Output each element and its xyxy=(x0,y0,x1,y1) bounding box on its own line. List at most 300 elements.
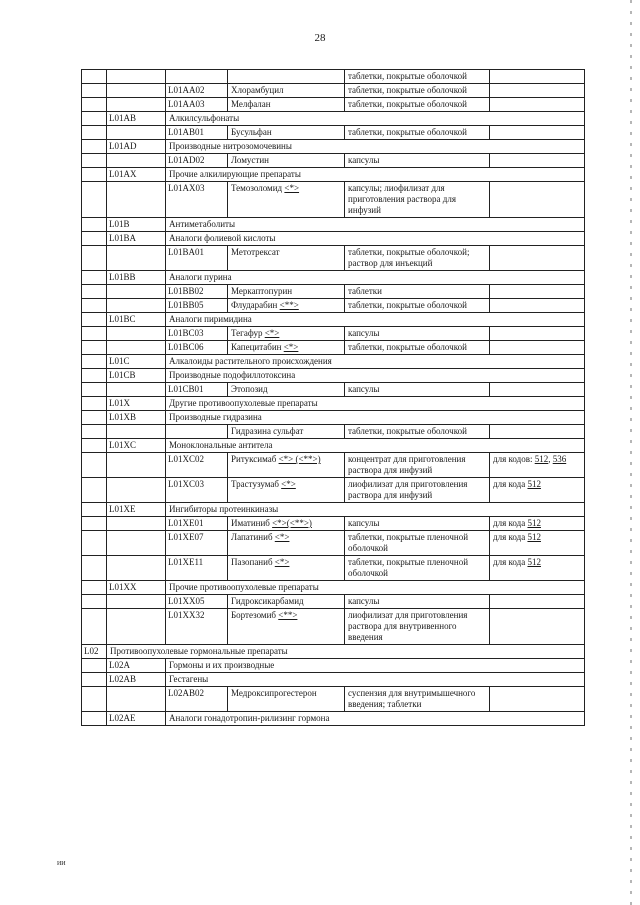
atc-code-cell xyxy=(166,687,228,712)
empty-cell xyxy=(107,246,166,271)
atc-code-cell xyxy=(166,517,228,531)
empty-cell xyxy=(82,712,107,726)
footnote-mark: <*>(<**>) xyxy=(272,518,312,528)
table-row xyxy=(82,98,585,112)
dosage-form-cell xyxy=(345,341,490,355)
atc-code-cell xyxy=(166,531,228,556)
table-row xyxy=(82,154,585,168)
atc-group-name-cell xyxy=(166,503,585,517)
empty-cell xyxy=(107,609,166,645)
footnote-mark: <*> xyxy=(264,328,280,338)
atc-code: L01AB01 xyxy=(168,127,204,137)
dosage-form: суспензия для внутримышечного введения; таблетки xyxy=(348,688,476,709)
note-cell xyxy=(490,154,585,168)
dosage-form-cell xyxy=(345,595,490,609)
atc-code-cell xyxy=(107,659,166,673)
atc-code: L01BA01 xyxy=(168,247,204,257)
atc-group-name-cell xyxy=(107,645,585,659)
drug-name: Медроксипрогестерон xyxy=(231,688,317,698)
dosage-form-cell xyxy=(345,531,490,556)
note-text: для кода xyxy=(493,557,528,567)
drug-name-cell xyxy=(228,285,345,299)
dosage-form-cell xyxy=(345,327,490,341)
code-link: 512 xyxy=(527,532,541,542)
footnote-mark: <*> xyxy=(281,479,296,489)
note-cell xyxy=(490,425,585,439)
atc-code: L01AD02 xyxy=(168,155,205,165)
atc-code: L02 xyxy=(84,646,99,656)
dosage-form-cell xyxy=(345,126,490,140)
atc-code-cell xyxy=(107,271,166,285)
table-row xyxy=(82,425,585,439)
dosage-form: лиофилизат для приготовления раствора для внутривенного введения xyxy=(348,610,468,642)
table-row xyxy=(82,609,585,645)
dosage-form: таблетки, покрытые оболочкой xyxy=(348,342,467,352)
drug-name: Мелфалан xyxy=(231,99,271,109)
note-cell xyxy=(490,478,585,503)
empty-cell xyxy=(107,84,166,98)
empty-cell xyxy=(82,313,107,327)
note-cell xyxy=(490,595,585,609)
atc-code: L01B xyxy=(109,219,130,229)
atc-group-name: Гестагены xyxy=(169,674,209,684)
atc-code-cell xyxy=(166,182,228,218)
note-cell xyxy=(490,246,585,271)
empty-cell xyxy=(107,517,166,531)
table-row xyxy=(82,313,585,327)
table-row xyxy=(82,517,585,531)
table-row xyxy=(82,556,585,581)
dosage-form: концентрат для приготовления раствора для инфузий xyxy=(348,454,466,475)
note-cell xyxy=(490,609,585,645)
dosage-form: таблетки, покрытые оболочкой xyxy=(348,300,467,310)
table-row xyxy=(82,246,585,271)
atc-code-cell xyxy=(107,218,166,232)
note-cell xyxy=(490,84,585,98)
atc-code: L01XX xyxy=(109,582,137,592)
drug-name: Темозоломид xyxy=(231,183,283,193)
dosage-form: таблетки, покрытые оболочкой xyxy=(348,426,467,436)
atc-group-name: Аналоги пурина xyxy=(169,272,232,282)
atc-code: L01AX03 xyxy=(168,183,205,193)
drug-name: Флударабин xyxy=(231,300,278,310)
dosage-form: капсулы xyxy=(348,155,380,165)
atc-code-cell xyxy=(107,355,166,369)
drug-name: Капецитабин xyxy=(231,342,282,352)
atc-group-name-cell xyxy=(166,168,585,182)
drug-name-cell xyxy=(228,425,345,439)
page-number: 28 xyxy=(314,32,326,44)
empty-cell xyxy=(107,126,166,140)
table-row xyxy=(82,355,585,369)
atc-code: L01BC03 xyxy=(168,328,204,338)
empty-cell xyxy=(107,478,166,503)
table-row xyxy=(82,383,585,397)
table-row xyxy=(82,369,585,383)
empty-cell xyxy=(82,595,107,609)
table-row xyxy=(82,232,585,246)
drug-table-body xyxy=(82,70,585,726)
empty-cell xyxy=(82,70,107,84)
note-cell xyxy=(490,517,585,531)
atc-group-name: Другие противоопухолевые препараты xyxy=(169,398,318,408)
table-row xyxy=(82,478,585,503)
drug-name: Ломустин xyxy=(231,155,269,165)
drug-name: Этопозид xyxy=(231,384,268,394)
dosage-form-cell xyxy=(345,383,490,397)
atc-code-cell xyxy=(166,327,228,341)
drug-name-cell xyxy=(228,478,345,503)
empty-cell xyxy=(107,154,166,168)
note-text: для кода xyxy=(493,479,528,489)
atc-code-cell xyxy=(166,556,228,581)
drug-name-cell xyxy=(228,383,345,397)
empty-cell xyxy=(82,453,107,478)
dosage-form-cell xyxy=(345,517,490,531)
empty-cell xyxy=(82,154,107,168)
footnote-mark: <*> (<**>) xyxy=(278,454,321,464)
drug-name-cell xyxy=(228,154,345,168)
atc-group-name: Алкалоиды растительного происхождения xyxy=(169,356,332,366)
table-row xyxy=(82,168,585,182)
atc-code-cell xyxy=(107,411,166,425)
table-row xyxy=(82,327,585,341)
atc-code: L01XE xyxy=(109,504,136,514)
dosage-form-cell xyxy=(345,98,490,112)
dosage-form-cell xyxy=(345,556,490,581)
atc-code-cell xyxy=(107,313,166,327)
empty-cell xyxy=(82,503,107,517)
table-row xyxy=(82,70,585,84)
code-link: 512 xyxy=(527,557,541,567)
atc-code: L01XC03 xyxy=(168,479,204,489)
atc-code-cell xyxy=(166,453,228,478)
empty-cell xyxy=(82,478,107,503)
dosage-form: таблетки, покрытые оболочкой xyxy=(348,99,467,109)
empty-cell xyxy=(82,411,107,425)
empty-cell xyxy=(82,299,107,313)
table-row xyxy=(82,712,585,726)
note-cell xyxy=(490,341,585,355)
table-row xyxy=(82,453,585,478)
atc-group-name: Ингибиторы протеинкиназы xyxy=(169,504,279,514)
drug-name-cell xyxy=(228,609,345,645)
atc-code-cell xyxy=(82,645,107,659)
atc-code-cell xyxy=(107,112,166,126)
atc-code: L01AX xyxy=(109,169,137,179)
dosage-form: лиофилизат для приготовления раствора для инфузий xyxy=(348,479,468,500)
empty-cell xyxy=(82,687,107,712)
drug-name-cell xyxy=(228,517,345,531)
note-cell xyxy=(490,383,585,397)
empty-cell xyxy=(82,112,107,126)
atc-code: L01XE11 xyxy=(168,557,204,567)
drug-name-cell xyxy=(228,182,345,218)
code-link: 536 xyxy=(552,454,567,464)
drug-name-cell xyxy=(228,299,345,313)
empty-cell xyxy=(82,232,107,246)
atc-code: L02AB xyxy=(109,674,136,684)
dosage-form-cell xyxy=(345,425,490,439)
drug-name-cell xyxy=(228,687,345,712)
atc-code-cell xyxy=(107,232,166,246)
dosage-form: таблетки, покрытые пленочной оболочкой xyxy=(348,532,469,553)
atc-code-cell xyxy=(166,285,228,299)
note-cell xyxy=(490,182,585,218)
empty-cell xyxy=(82,246,107,271)
atc-group-name: Производные нитрозомочевины xyxy=(169,141,292,151)
empty-cell xyxy=(82,271,107,285)
drug-name-cell xyxy=(228,341,345,355)
atc-code-cell xyxy=(107,712,166,726)
empty-cell xyxy=(82,609,107,645)
code-link: 512 xyxy=(527,479,541,489)
drug-name-cell xyxy=(228,556,345,581)
table-row xyxy=(82,341,585,355)
atc-group-name-cell xyxy=(166,659,585,673)
footnote-mark: <*> xyxy=(283,342,299,352)
empty-cell xyxy=(107,182,166,218)
empty-cell xyxy=(82,673,107,687)
atc-code-cell xyxy=(107,397,166,411)
drug-name-cell xyxy=(228,70,345,84)
atc-code-cell xyxy=(107,140,166,154)
atc-group-name-cell xyxy=(166,411,585,425)
atc-code-cell xyxy=(166,154,228,168)
atc-group-name: Аналоги пиримидина xyxy=(169,314,252,324)
atc-code-cell xyxy=(166,70,228,84)
empty-cell xyxy=(82,327,107,341)
drug-name: Иматиниб xyxy=(231,518,270,528)
empty-cell xyxy=(82,581,107,595)
drug-name-cell xyxy=(228,531,345,556)
atc-group-name-cell xyxy=(166,439,585,453)
atc-code-cell xyxy=(166,299,228,313)
note-cell: для кодов: 512, 536 xyxy=(490,453,585,478)
empty-cell xyxy=(107,383,166,397)
dosage-form: капсулы; лиофилизат для приготовления раствора для инфузий xyxy=(348,183,456,215)
atc-code-cell xyxy=(107,581,166,595)
atc-code: L01CB01 xyxy=(168,384,204,394)
drug-name: Ритуксимаб xyxy=(231,454,277,464)
dosage-form: таблетки, покрытые оболочкой xyxy=(348,127,467,137)
atc-code-cell xyxy=(107,168,166,182)
dosage-form-cell xyxy=(345,609,490,645)
empty-cell xyxy=(82,168,107,182)
atc-code: L01AA03 xyxy=(168,99,205,109)
footnote-mark: <*> xyxy=(274,532,290,542)
scan-edge-mark xyxy=(630,0,632,905)
atc-code-cell xyxy=(166,425,228,439)
atc-code-cell xyxy=(166,383,228,397)
atc-group-name-cell xyxy=(166,112,585,126)
empty-cell xyxy=(107,687,166,712)
empty-cell xyxy=(82,182,107,218)
atc-code-cell xyxy=(107,439,166,453)
footnote-mark: <**> xyxy=(278,610,298,620)
atc-code-cell xyxy=(166,126,228,140)
drug-name-cell xyxy=(228,453,345,478)
drug-name: Гидроксикарбамид xyxy=(231,596,304,606)
atc-group-name-cell xyxy=(166,313,585,327)
dosage-form-cell xyxy=(345,285,490,299)
atc-code: L01AA02 xyxy=(168,85,205,95)
table-row xyxy=(82,439,585,453)
table-row xyxy=(82,271,585,285)
table-row xyxy=(82,299,585,313)
dosage-form: таблетки, покрытые пленочной оболочкой xyxy=(348,557,469,578)
atc-code-cell xyxy=(166,84,228,98)
empty-cell xyxy=(82,285,107,299)
atc-code: L02AE xyxy=(109,713,136,723)
atc-group-name: Гормоны и их производные xyxy=(169,660,275,670)
atc-code: L01CB xyxy=(109,370,136,380)
dosage-form-cell xyxy=(345,478,490,503)
atc-group-name-cell xyxy=(166,355,585,369)
atc-code: L01BC xyxy=(109,314,136,324)
empty-cell xyxy=(82,369,107,383)
drug-name: Бортезомиб xyxy=(231,610,277,620)
atc-code-cell xyxy=(166,98,228,112)
note-cell xyxy=(490,531,585,556)
note-cell xyxy=(490,556,585,581)
empty-cell xyxy=(107,98,166,112)
empty-cell xyxy=(82,355,107,369)
note-cell xyxy=(490,98,585,112)
table-row xyxy=(82,397,585,411)
empty-cell xyxy=(82,439,107,453)
dosage-form-cell xyxy=(345,154,490,168)
dosage-form-cell xyxy=(345,70,490,84)
note-cell xyxy=(490,126,585,140)
empty-cell xyxy=(82,556,107,581)
empty-cell xyxy=(82,140,107,154)
corner-mark: ии xyxy=(57,858,66,867)
table-row xyxy=(82,140,585,154)
atc-code: L01C xyxy=(109,356,130,366)
atc-code-cell xyxy=(166,246,228,271)
table-row xyxy=(82,112,585,126)
atc-group-name-cell xyxy=(166,271,585,285)
table-row xyxy=(82,411,585,425)
dosage-form: капсулы xyxy=(348,384,380,394)
empty-cell xyxy=(82,659,107,673)
table-row xyxy=(82,673,585,687)
atc-group-name: Аналоги гонадотропин-рилизинг гормона xyxy=(169,713,330,723)
table-row xyxy=(82,126,585,140)
atc-code: L02AB02 xyxy=(168,688,204,698)
drug-name: Лапатиниб xyxy=(231,532,273,542)
empty-cell xyxy=(107,556,166,581)
note-cell xyxy=(490,327,585,341)
drug-table xyxy=(81,69,585,726)
atc-code: L01BC06 xyxy=(168,342,204,352)
dosage-form: таблетки, покрытые оболочкой; раствор для инъекций xyxy=(348,247,470,268)
atc-code: L02A xyxy=(109,660,130,670)
atc-group-name: Антиметаболиты xyxy=(169,219,236,229)
atc-group-name: Противоопухолевые гормональные препараты xyxy=(110,646,288,656)
drug-name-cell xyxy=(228,84,345,98)
dosage-form: капсулы xyxy=(348,328,380,338)
empty-cell xyxy=(82,397,107,411)
drug-name: Гидразина сульфат xyxy=(231,426,304,436)
dosage-form: капсулы xyxy=(348,596,380,606)
atc-group-name: Аналоги фолиевой кислоты xyxy=(169,233,276,243)
atc-code-cell xyxy=(166,609,228,645)
code-link: 512 xyxy=(534,454,549,464)
atc-code: L01XX05 xyxy=(168,596,205,606)
empty-cell xyxy=(82,98,107,112)
dosage-form: таблетки, покрытые оболочкой xyxy=(348,85,467,95)
footnote-mark: <*> xyxy=(274,557,290,567)
table-row xyxy=(82,503,585,517)
drug-name: Меркаптопурин xyxy=(231,286,293,296)
atc-group-name: Моноклональные антитела xyxy=(169,440,273,450)
atc-code: L01BB05 xyxy=(168,300,204,310)
empty-cell xyxy=(82,383,107,397)
empty-cell xyxy=(82,425,107,439)
atc-code: L01XE07 xyxy=(168,532,204,542)
drug-name-cell xyxy=(228,126,345,140)
atc-code-cell xyxy=(107,503,166,517)
atc-code: L01XC02 xyxy=(168,454,204,464)
note-cell xyxy=(490,687,585,712)
dosage-form-cell xyxy=(345,246,490,271)
empty-cell xyxy=(107,595,166,609)
atc-code-cell xyxy=(107,673,166,687)
empty-cell xyxy=(107,299,166,313)
atc-code: L01XE01 xyxy=(168,518,204,528)
atc-code-cell xyxy=(166,478,228,503)
code-link: 512 xyxy=(527,518,541,528)
atc-code: L01AD xyxy=(109,141,137,151)
table-row xyxy=(82,182,585,218)
footnote-mark: <*> xyxy=(284,183,300,193)
drug-name: Трастузумаб xyxy=(231,479,279,489)
empty-cell xyxy=(82,126,107,140)
dosage-form-cell xyxy=(345,182,490,218)
atc-code: L01XB xyxy=(109,412,136,422)
note-cell xyxy=(490,70,585,84)
table-row xyxy=(82,581,585,595)
note-cell xyxy=(490,299,585,313)
atc-group-name: Производные гидразина xyxy=(169,412,262,422)
footnote-mark: <**> xyxy=(279,300,299,310)
atc-group-name-cell xyxy=(166,369,585,383)
atc-group-name-cell xyxy=(166,218,585,232)
atc-code-cell xyxy=(166,595,228,609)
empty-cell xyxy=(82,517,107,531)
table-row xyxy=(82,687,585,712)
table-row xyxy=(82,531,585,556)
atc-code: L01BB02 xyxy=(168,286,204,296)
drug-name: Пазопаниб xyxy=(231,557,273,567)
atc-code: L01XX32 xyxy=(168,610,205,620)
atc-group-name-cell xyxy=(166,140,585,154)
atc-group-name-cell xyxy=(166,232,585,246)
empty-cell xyxy=(107,531,166,556)
dosage-form: таблетки, покрытые оболочкой xyxy=(348,71,467,81)
atc-code-cell xyxy=(107,369,166,383)
dosage-form: таблетки xyxy=(348,286,383,296)
drug-name: Хлорамбуцил xyxy=(231,85,284,95)
atc-group-name-cell xyxy=(166,673,585,687)
atc-group-name-cell xyxy=(166,712,585,726)
table-row xyxy=(82,595,585,609)
atc-code: L01XC xyxy=(109,440,136,450)
atc-group-name: Алкилсульфонаты xyxy=(169,113,240,123)
note-text: для кода xyxy=(493,532,528,542)
